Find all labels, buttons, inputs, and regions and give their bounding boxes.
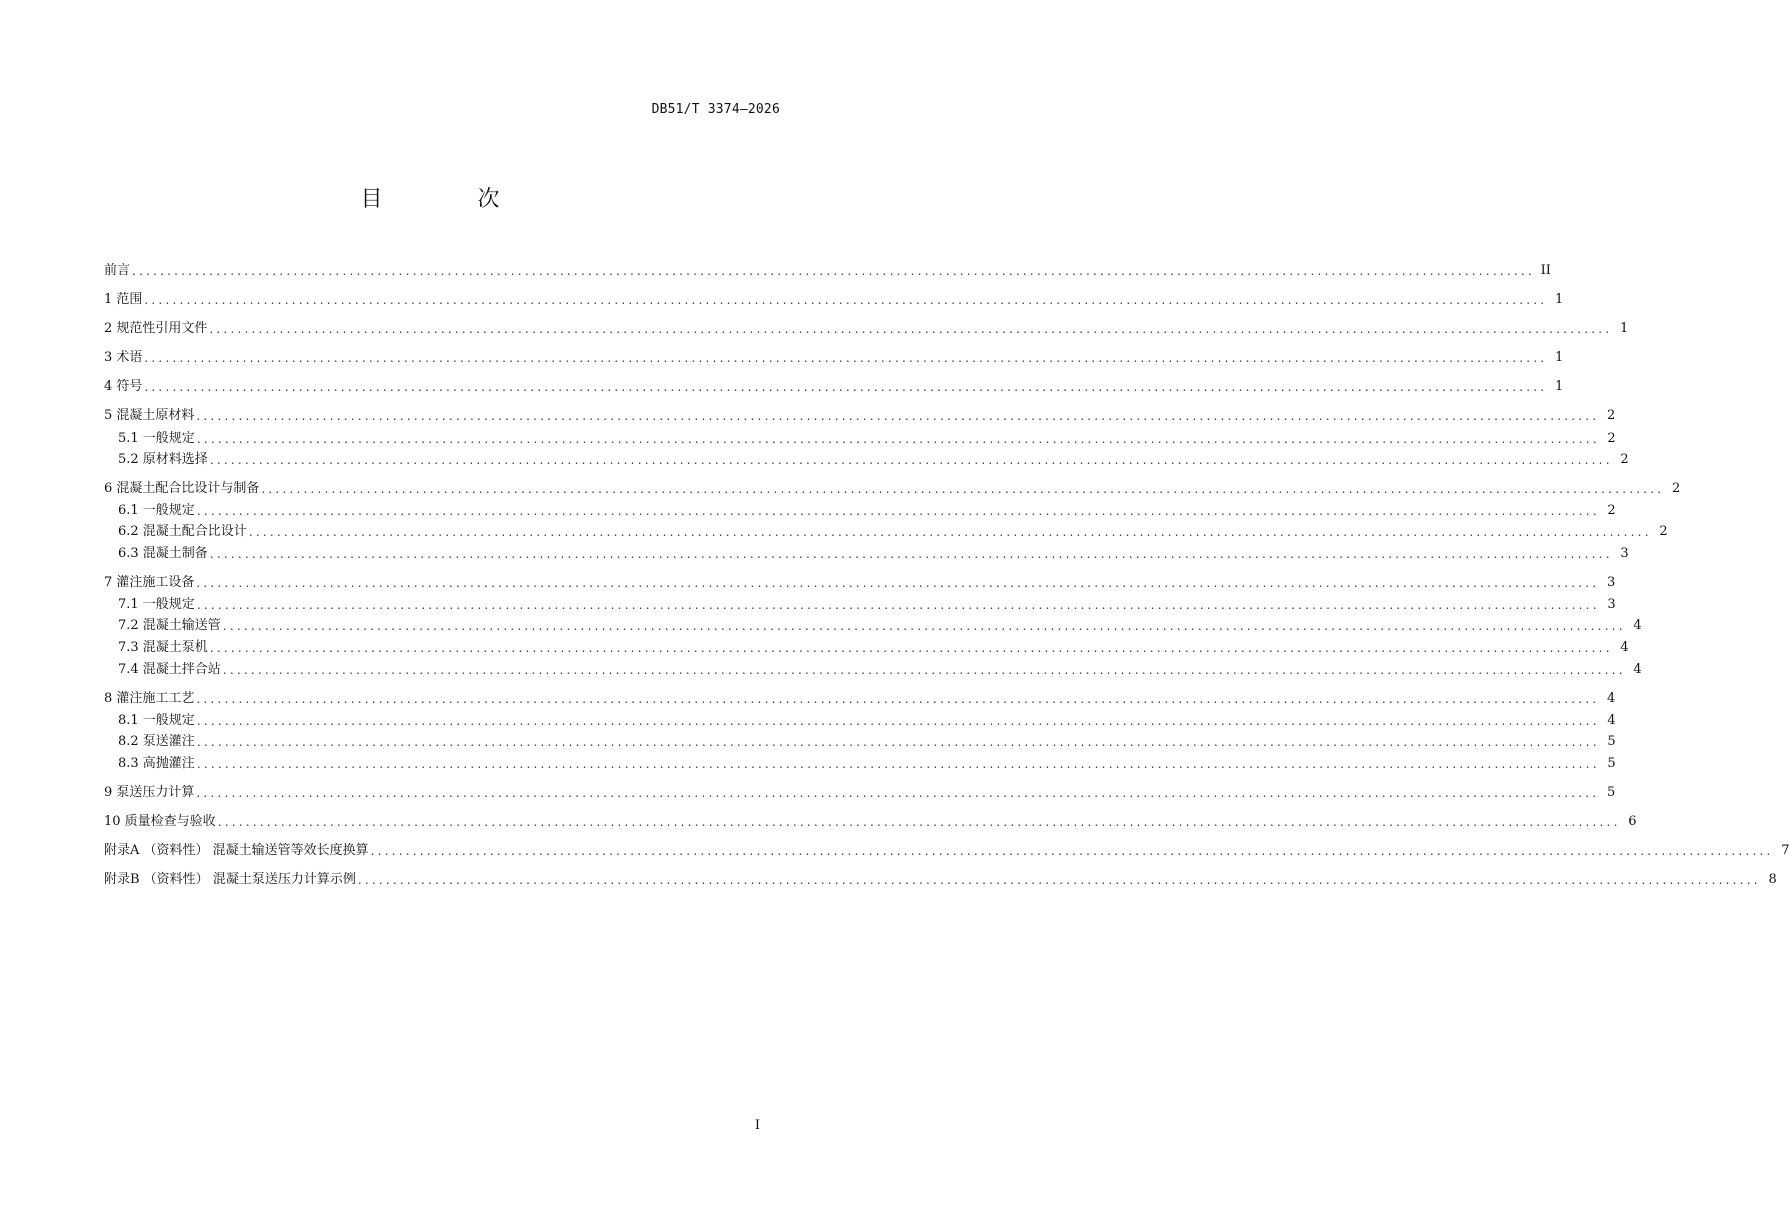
toc-entry[interactable] [104,784,1616,802]
toc-entry[interactable] [104,813,1637,831]
toc-dot-leader: ........................................................................................................................................................................................................ [222,619,1626,633]
toc-entry[interactable] [118,617,1642,635]
toc-entry[interactable] [118,451,1629,469]
toc-entry[interactable] [104,378,1564,396]
toc-dot-leader: ........................................................................................................................................................................................................ [144,351,1548,365]
toc-dot-leader: ........................................................................................................................................................................................................ [144,293,1548,307]
toc-dot-leader: ........................................................................................................................................................................................................ [196,576,1600,590]
toc-entry[interactable] [118,523,1668,541]
toc-dot-leader: ........................................................................................................................................................................................................ [209,322,1613,336]
toc-entry-page: 2 [1620,452,1629,467]
toc-entry-page: 4 [1607,691,1616,706]
toc-entry-page: 2 [1659,524,1668,539]
toc-title: 目 次 [360,187,544,212]
toc-entry-page: 1 [1555,292,1564,307]
toc-dot-leader: ........................................................................................................................................................................................................ [196,786,1600,800]
toc-entry-page: 4 [1620,640,1629,655]
toc-dot-leader: ........................................................................................................................................................................................................ [209,547,1613,561]
toc-entry-page: 5 [1607,734,1616,749]
toc-dot-leader: ........................................................................................................................................................................................................ [144,380,1548,394]
toc-entry-label: 6 混凝土配合比设计与制备 [104,481,260,496]
toc-entry-label: 4 符号 [104,379,143,394]
toc-dot-leader: ........................................................................................................................................................................................................ [196,692,1600,706]
toc-entry[interactable] [104,842,1790,860]
toc-dot-leader: ........................................................................................................................................................................................................ [248,525,1652,539]
toc-dot-leader: ........................................................................................................................................................................................................ [209,453,1613,467]
toc-entry-page: 4 [1633,662,1642,677]
toc-dot-leader: ........................................................................................................................................................................................................ [196,735,1600,749]
toc-dot-leader: ........................................................................................................................................................................................................ [217,815,1621,829]
toc-entry-label: 6.1 一般规定 [118,503,195,518]
toc-entry-label: 1 范围 [104,292,143,307]
toc-dot-leader: ........................................................................................................................................................................................................ [196,714,1600,728]
toc-entry-label: 10 质量检查与验收 [104,814,216,829]
toc-entry-page: 8 [1768,872,1777,887]
toc-entry-page: 3 [1607,575,1616,590]
toc-entry[interactable] [118,596,1616,614]
toc-entry-page: 2 [1607,431,1616,446]
toc-dot-leader: ........................................................................................................................................................................................................ [196,432,1600,446]
toc-entry-label: 8.2 泵送灌注 [118,734,195,749]
toc-entry-label: 3 术语 [104,350,143,365]
toc-entry-page: 1 [1555,350,1564,365]
toc-entry-page: 2 [1607,503,1616,518]
toc-entry-label: 7.1 一般规定 [118,597,195,612]
toc-entry-label: 5.2 原材料选择 [118,452,208,467]
toc-dot-leader: ........................................................................................................................................................................................................ [261,482,1665,496]
toc-entry[interactable] [104,574,1616,592]
toc-entry-label: 8.1 一般规定 [118,713,195,728]
toc-entry-label: 5 混凝土原材料 [104,408,195,423]
toc-dot-leader: ........................................................................................................................................................................................................ [196,757,1600,771]
toc-entry[interactable] [118,661,1642,679]
toc-entry[interactable] [104,320,1629,338]
toc-dot-leader: ........................................................................................................................................................................................................ [209,641,1613,655]
toc-entry-page: 2 [1607,408,1616,423]
toc-entry-page: 4 [1607,713,1616,728]
toc-entry-label: 9 泵送压力计算 [104,785,195,800]
toc-entry-label: 7.3 混凝土泵机 [118,640,208,655]
toc-entry-page: 6 [1628,814,1637,829]
toc-dot-leader: ........................................................................................................................................................................................................ [132,264,1535,278]
toc-dot-leader: ........................................................................................................................................................................................................ [222,663,1626,677]
toc-entry[interactable] [104,407,1616,425]
toc-entry[interactable] [104,349,1564,367]
toc-dot-leader: ........................................................................................................................................................................................................ [357,873,1761,887]
toc-entry[interactable] [104,291,1564,309]
toc-dot-leader: ........................................................................................................................................................................................................ [196,598,1600,612]
toc-list [104,0,1790,1217]
toc-entry-label: 7.2 混凝土输送管 [118,618,221,633]
toc-entry[interactable] [118,430,1616,448]
toc-entry[interactable] [104,480,1681,498]
toc-entry-page: 4 [1633,618,1642,633]
toc-entry-label: 2 规范性引用文件 [104,321,208,336]
toc-entry-page: 1 [1620,321,1629,336]
toc-dot-leader: ........................................................................................................................................................................................................ [370,844,1774,858]
toc-entry-label: 8.3 高抛灌注 [118,756,195,771]
toc-entry[interactable] [104,690,1616,708]
toc-entry[interactable] [118,733,1616,751]
toc-entry[interactable] [118,639,1629,657]
toc-entry-label: 7.4 混凝土拌合站 [118,662,221,677]
toc-entry[interactable] [104,871,1777,889]
toc-entry-page: 1 [1555,379,1564,394]
toc-entry-page: 7 [1781,843,1790,858]
page-number: I [754,1118,760,1133]
toc-entry-page: 5 [1607,756,1616,771]
toc-entry[interactable] [118,502,1616,520]
toc-entry-label: 前言 [104,263,131,278]
document-code: DB51/T 3374—2026 [651,102,780,117]
toc-entry-page: 3 [1607,597,1616,612]
toc-entry-label: 附录A （资料性） 混凝土输送管等效长度换算 [104,843,369,858]
toc-entry-page: II [1540,263,1551,278]
toc-entry[interactable] [118,755,1616,773]
toc-entry-label: 6.2 混凝土配合比设计 [118,524,247,539]
toc-entry-page: 2 [1672,481,1681,496]
toc-entry-label: 附录B （资料性） 混凝土泵送压力计算示例 [104,872,356,887]
toc-entry-label: 5.1 一般规定 [118,431,195,446]
toc-dot-leader: ........................................................................................................................................................................................................ [196,504,1600,518]
toc-entry-label: 6.3 混凝土制备 [118,546,208,561]
toc-entry[interactable] [118,712,1616,730]
toc-entry[interactable] [118,545,1629,563]
toc-dot-leader: ........................................................................................................................................................................................................ [196,409,1600,423]
toc-entry[interactable] [104,262,1551,280]
toc-entry-page: 5 [1607,785,1616,800]
toc-entry-page: 3 [1620,546,1629,561]
toc-entry-label: 7 灌注施工设备 [104,575,195,590]
toc-entry-label: 8 灌注施工工艺 [104,691,195,706]
